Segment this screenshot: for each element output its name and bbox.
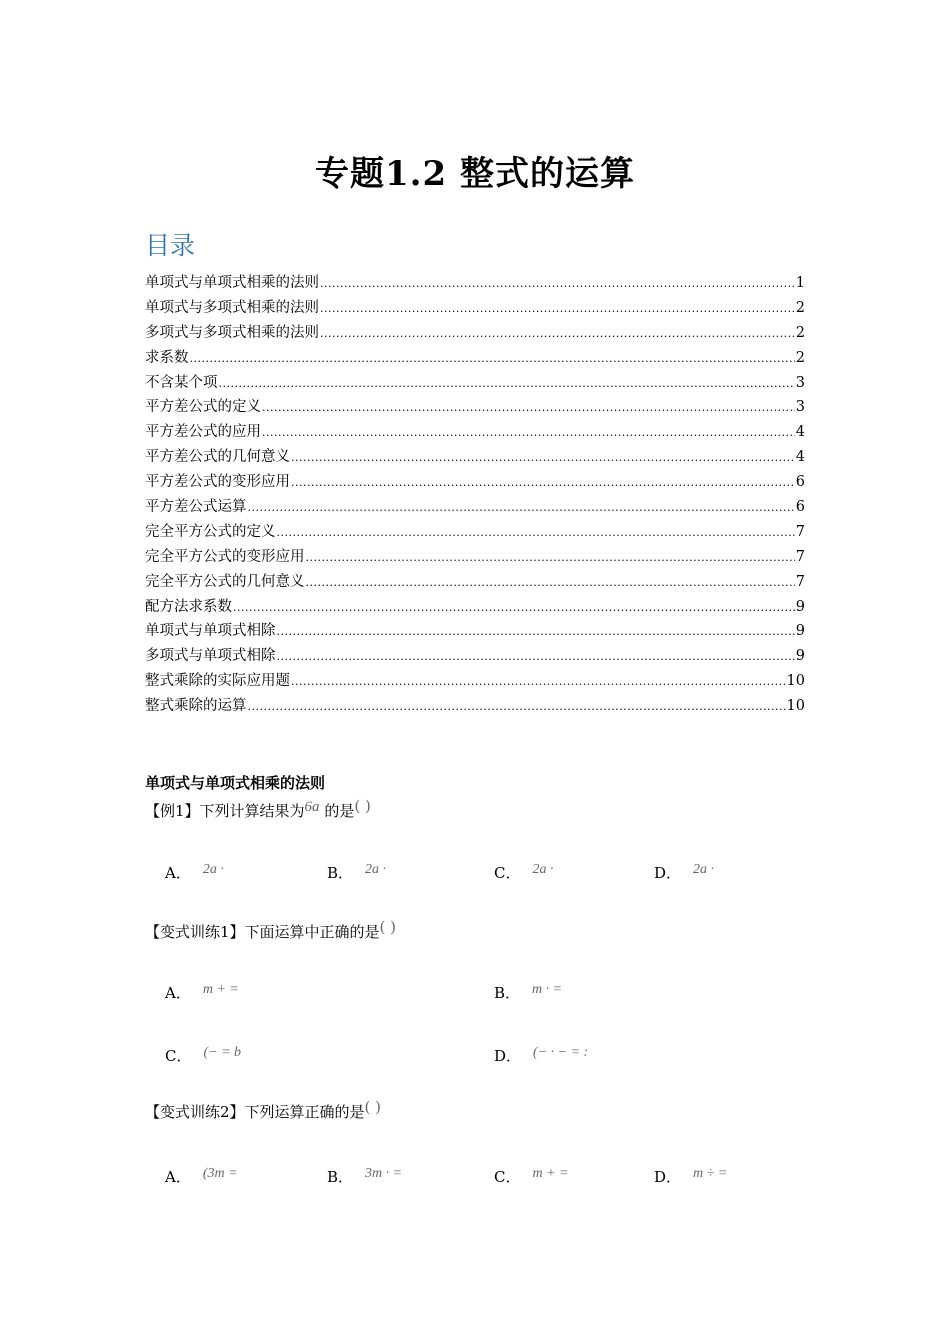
toc-entry[interactable]: [145, 371, 805, 396]
math-expression: 6a: [304, 799, 320, 815]
question-text: 的是: [319, 802, 355, 820]
toc-entry[interactable]: [145, 619, 805, 644]
answer-blank: ( ): [364, 1098, 382, 1116]
variant1-question: [145, 918, 397, 942]
table-of-contents: [145, 271, 805, 719]
toc-entry[interactable]: [145, 395, 805, 420]
toc-entry-label: 多项式与单项式相除: [145, 648, 276, 665]
answer-blank: ( ): [354, 797, 371, 815]
toc-entry[interactable]: [145, 595, 805, 620]
toc-leader: [306, 576, 795, 589]
example1-question: [145, 797, 371, 821]
document-title: 专题1.2 整式的运算: [315, 154, 635, 194]
option-label: B．: [494, 984, 521, 1002]
toc-entry-page: 6: [795, 499, 805, 516]
toc-entry[interactable]: [145, 545, 805, 570]
toc-entry-label: 完全平方公式的变形应用: [145, 548, 305, 565]
toc-leader: [248, 501, 795, 514]
option-b[interactable]: [327, 1166, 402, 1187]
option-label: D．: [654, 864, 682, 882]
toc-entry-label: 平方差公式的变形应用: [145, 474, 290, 491]
toc-entry-label: 整式乘除的运算: [145, 698, 247, 715]
toc-entry-page: 10: [786, 698, 805, 715]
option-expression: m + =: [202, 982, 239, 997]
toc-entry-page: 7: [795, 523, 805, 540]
toc-entry[interactable]: [145, 296, 805, 321]
option-b[interactable]: [494, 982, 562, 1003]
toc-leader: [233, 601, 795, 614]
toc-entry-page: 7: [795, 548, 805, 565]
option-c[interactable]: [165, 1045, 241, 1066]
option-label: D．: [494, 1047, 522, 1065]
toc-entry[interactable]: [145, 470, 805, 495]
option-c[interactable]: [494, 1166, 569, 1187]
toc-entry[interactable]: [145, 346, 805, 371]
toc-leader: [291, 476, 795, 489]
toc-entry[interactable]: [145, 445, 805, 470]
option-expression: 2a ·: [202, 862, 224, 877]
option-expression: m ÷ =: [693, 1166, 728, 1181]
option-label: A．: [165, 1168, 191, 1186]
toc-entry-label: 求系数: [145, 349, 189, 366]
option-a[interactable]: [165, 862, 224, 883]
toc-entry-label: 单项式与多项式相乘的法则: [145, 299, 319, 316]
toc-leader: [277, 625, 795, 638]
toc-entry-page: 9: [795, 598, 805, 615]
toc-entry-label: 完全平方公式的几何意义: [145, 573, 305, 590]
option-expression: 2a ·: [693, 862, 715, 877]
toc-entry-label: 平方差公式的几何意义: [145, 449, 290, 466]
toc-leader: [291, 451, 795, 464]
toc-entry-label: 完全平方公式的定义: [145, 523, 276, 540]
option-label: D．: [654, 1168, 682, 1186]
option-a[interactable]: [165, 1166, 238, 1187]
toc-leader: [320, 327, 795, 340]
toc-entry-label: 平方差公式的应用: [145, 424, 261, 441]
toc-leader: [262, 401, 795, 414]
toc-entry[interactable]: [145, 570, 805, 595]
toc-entry-page: 9: [795, 648, 805, 665]
option-d[interactable]: [654, 1166, 727, 1187]
toc-entry-label: 单项式与单项式相乘的法则: [145, 275, 319, 291]
toc-leader: [262, 426, 795, 439]
toc-entry-page: 10: [786, 673, 805, 690]
toc-entry-page: 2: [795, 324, 805, 341]
option-expression: 2a ·: [365, 862, 387, 877]
toc-heading: 目录: [145, 231, 196, 260]
toc-entry[interactable]: [145, 669, 805, 694]
toc-entry-page: 9: [795, 623, 805, 640]
toc-entry-label: 单项式与单项式相除: [145, 623, 276, 640]
option-label: B．: [327, 1168, 354, 1186]
option-a[interactable]: [165, 982, 239, 1003]
toc-entry[interactable]: [145, 644, 805, 669]
option-expression: 2a ·: [532, 862, 554, 877]
option-d[interactable]: [494, 1045, 588, 1066]
toc-entry-page: 3: [795, 374, 805, 391]
option-label: B．: [327, 864, 354, 882]
toc-entry-page: 1: [795, 275, 805, 291]
option-label: A．: [165, 984, 191, 1002]
toc-leader: [320, 302, 795, 315]
toc-entry[interactable]: [145, 420, 805, 445]
section-heading: 单项式与单项式相乘的法则: [145, 774, 326, 792]
option-label: C．: [165, 1047, 192, 1065]
toc-leader: [320, 277, 795, 290]
toc-entry-page: 4: [795, 424, 805, 441]
question-text: 【变式训练1】下面运算中正确的是: [145, 923, 380, 941]
option-d[interactable]: [654, 862, 714, 883]
toc-leader: [291, 675, 786, 688]
toc-leader: [248, 700, 786, 713]
toc-entry[interactable]: [145, 694, 805, 719]
option-c[interactable]: [494, 862, 553, 883]
toc-entry[interactable]: [145, 321, 805, 346]
toc-leader: [306, 551, 795, 564]
toc-entry-page: 2: [795, 349, 805, 366]
toc-entry[interactable]: [145, 520, 805, 545]
option-expression: (− = b: [203, 1045, 242, 1060]
toc-entry-page: 4: [795, 449, 805, 466]
answer-blank: ( ): [379, 918, 397, 936]
question-text: 【例1】下列计算结果为: [145, 802, 305, 820]
option-expression: (− · − = :: [533, 1045, 589, 1060]
toc-entry-label: 整式乘除的实际应用题: [145, 673, 290, 690]
toc-leader: [190, 352, 795, 365]
toc-entry-label: 平方差公式运算: [145, 499, 247, 516]
option-label: C．: [494, 864, 521, 882]
toc-entry-page: 2: [795, 299, 805, 316]
option-expression: (3m =: [202, 1166, 238, 1181]
option-expression: m + =: [532, 1166, 569, 1181]
toc-leader: [277, 526, 795, 539]
option-label: C．: [494, 1168, 521, 1186]
toc-entry[interactable]: [145, 495, 805, 520]
option-b[interactable]: [327, 862, 386, 883]
toc-entry-label: 配方法求系数: [145, 598, 232, 615]
toc-entry-label: 多项式与多项式相乘的法则: [145, 324, 319, 341]
option-label: A．: [165, 864, 191, 882]
toc-entry-label: 平方差公式的定义: [145, 399, 261, 416]
toc-entry-page: 3: [795, 399, 805, 416]
option-expression: 3m · =: [365, 1166, 403, 1181]
toc-entry-page: 7: [795, 573, 805, 590]
variant2-question: [145, 1098, 382, 1122]
question-text: 【变式训练2】下列运算正确的是: [145, 1103, 365, 1121]
option-expression: m · =: [532, 982, 563, 997]
toc-entry-label: 不含某个项: [145, 374, 218, 391]
toc-entry-page: 6: [795, 474, 805, 491]
toc-leader: [277, 650, 795, 663]
toc-leader: [219, 377, 795, 390]
toc-entry[interactable]: [145, 271, 805, 296]
